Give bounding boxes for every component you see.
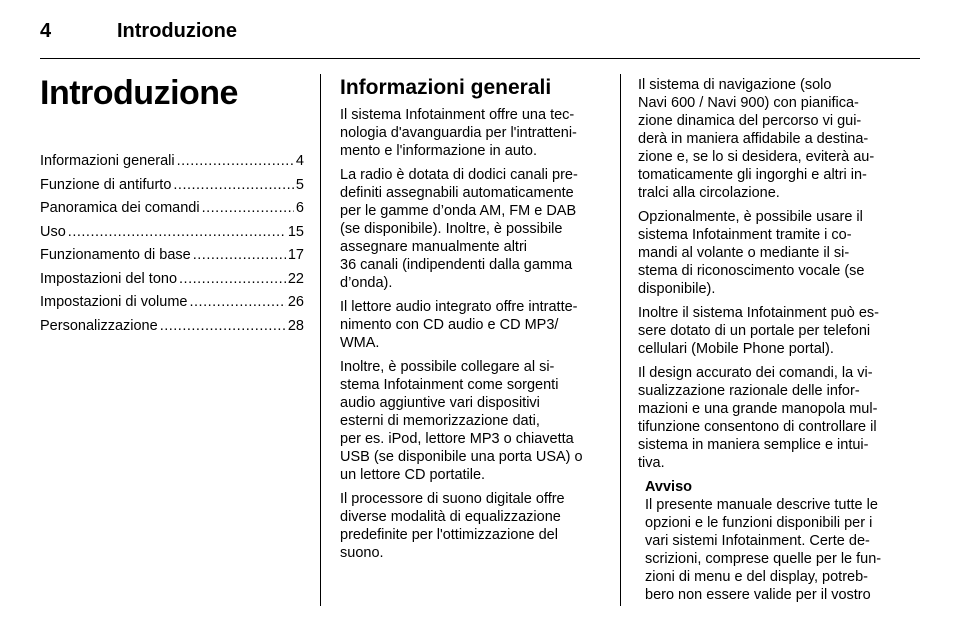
toc-leader-dots — [193, 244, 286, 268]
text-line: sistema Infotainment tramite i co- — [638, 227, 852, 243]
toc-leader-dots — [202, 197, 294, 221]
toc-entry-page: 4 — [295, 153, 304, 169]
toc-entry[interactable] — [40, 174, 304, 198]
text-line: mento e l'informazione in auto. — [340, 143, 538, 159]
text-line: tifunzione consentono di controllare il — [638, 419, 877, 435]
header-rule — [40, 58, 920, 59]
column-divider-1 — [320, 74, 321, 606]
text-line: sere dotato di un portale per telefoni — [638, 323, 871, 339]
text-line: diverse modalità di equalizzazione — [340, 509, 561, 525]
text-line: zione dinamica del percorso vi gui- — [638, 113, 862, 129]
text-line: USB (se disponibile una porta USA) o — [340, 449, 583, 465]
toc-entry-label: Impostazioni del tono — [40, 270, 178, 287]
text-line: Inoltre, è possibile collegare al si- — [340, 359, 555, 375]
toc-entry-page: 15 — [287, 223, 304, 240]
toc-entry-label: Informazioni generali — [40, 153, 175, 169]
text-line: zione e, se lo si desidera, eviterà au- — [638, 149, 875, 165]
text-line: mandi al volante o mediante il si- — [638, 245, 850, 261]
toc-entry[interactable] — [40, 197, 304, 221]
text-line: Inoltre il sistema Infotainment può es- — [638, 305, 879, 321]
text-line: per le gamme d’onda AM, FM e DAB — [340, 203, 577, 219]
text-line: La radio è dotata di dodici canali pre- — [340, 167, 578, 183]
body-paragraph — [340, 490, 610, 562]
text-line: audio aggiuntive vari dispositivi — [340, 395, 540, 411]
toc-entry-page: 26 — [287, 294, 304, 310]
text-line: mazioni e una grande manopola mul- — [638, 401, 878, 417]
text-line: sistema in maniera semplice e intui- — [638, 437, 869, 453]
toc-entry-label: Impostazioni di volume — [40, 294, 188, 310]
text-line: Opzionalmente, è possibile usare il — [638, 209, 863, 225]
toc-entry[interactable] — [40, 268, 304, 292]
note-text-line: Il presente manuale descrive tutte le — [645, 497, 878, 513]
text-line: stema Infotainment come sorgenti — [340, 377, 559, 393]
text-line: suono. — [340, 545, 384, 561]
column-2 — [340, 74, 610, 568]
body-paragraph — [638, 364, 906, 472]
toc-entry[interactable] — [40, 291, 304, 315]
toc-entry[interactable] — [40, 150, 304, 174]
note-text-line: opzioni e le funzioni disponibili per i — [645, 515, 873, 531]
text-line: per es. iPod, lettore MP3 o chiavetta — [340, 431, 574, 447]
body-paragraph — [340, 298, 610, 352]
note-text-line: zioni di menu e del display, potreb- — [645, 569, 868, 585]
table-of-contents — [40, 150, 304, 338]
text-line: nologia d'avanguardia per l'intratteni- — [340, 125, 577, 141]
text-line: Navi 600 / Navi 900) con pianifica- — [638, 95, 859, 111]
toc-leader-dots — [179, 268, 286, 292]
text-line: tomaticamente gli ingorghi e altri in- — [638, 167, 867, 183]
toc-entry-page: 5 — [295, 176, 304, 193]
section-heading: Informazioni generali — [340, 76, 552, 99]
toc-entry-page: 28 — [287, 317, 304, 334]
note-text-line: vari sistemi Infotainment. Certe de- — [645, 533, 870, 549]
body-paragraph — [340, 166, 610, 292]
toc-leader-dots — [177, 150, 294, 174]
text-line: stema di riconoscimento vocale (se — [638, 263, 865, 279]
text-line: cellulari (Mobile Phone portal). — [638, 341, 834, 357]
text-line: WMA. — [340, 335, 380, 351]
toc-entry-label: Funzionamento di base — [40, 247, 191, 263]
column-divider-2 — [620, 74, 621, 606]
body-paragraph — [638, 304, 906, 358]
text-line: assegnare manualmente altri — [340, 239, 527, 255]
text-line: derà in maniera affidabile a destina- — [638, 131, 869, 147]
body-paragraph — [638, 208, 906, 298]
text-line: predefinite per l'ottimizzazione del — [340, 527, 558, 543]
page-number: 4 — [40, 20, 52, 42]
body-paragraph — [638, 76, 906, 202]
toc-leader-dots — [173, 174, 294, 198]
text-line: esterni di memorizzazione dati, — [340, 413, 540, 429]
body-paragraph — [340, 358, 610, 484]
text-line: sualizzazione razionale delle infor- — [638, 383, 860, 399]
note-text-line: bero non essere valide per il vostro — [645, 587, 871, 603]
text-line: tiva. — [638, 455, 665, 471]
text-line: nimento con CD audio e CD MP3/ — [340, 317, 559, 333]
chapter-title: Introduzione — [40, 74, 238, 112]
text-line: Il processore di suono digitale offre — [340, 491, 565, 507]
column-3 — [638, 76, 906, 604]
note-title: Avviso — [645, 479, 693, 495]
running-head: Introduzione — [117, 20, 237, 42]
text-line: Il sistema di navigazione (solo — [638, 77, 832, 93]
text-line: Il sistema Infotainment offre una tec- — [340, 107, 575, 123]
text-line: disponibile). — [638, 281, 716, 297]
toc-entry-page: 22 — [287, 270, 304, 287]
note-text-line: scrizioni, comprese quelle per le fun- — [645, 551, 882, 567]
text-line: (se disponibile). Inoltre, è possibile — [340, 221, 563, 237]
toc-entry-label: Panoramica dei comandi — [40, 200, 200, 216]
body-paragraph — [340, 106, 610, 160]
toc-entry-page: 17 — [287, 247, 304, 263]
toc-entry[interactable] — [40, 315, 304, 339]
text-line: Il design accurato dei comandi, la vi- — [638, 365, 873, 381]
text-line: definiti assegnabili automaticamente — [340, 185, 574, 201]
note-box — [645, 478, 906, 604]
text-line: d’onda). — [340, 275, 393, 291]
toc-entry[interactable] — [40, 221, 304, 245]
toc-entry-label: Uso — [40, 223, 66, 240]
text-line: un lettore CD portatile. — [340, 467, 486, 483]
toc-entry[interactable] — [40, 244, 304, 268]
toc-leader-dots — [190, 291, 286, 315]
text-line: tralci alla circolazione. — [638, 185, 780, 201]
text-line: Il lettore audio integrato offre intratte- — [340, 299, 578, 315]
toc-leader-dots — [160, 315, 286, 339]
toc-entry-label: Personalizzazione — [40, 317, 158, 334]
toc-entry-page: 6 — [295, 200, 304, 216]
toc-leader-dots — [68, 221, 286, 245]
text-line: 36 canali (indipendenti dalla gamma — [340, 257, 573, 273]
toc-entry-label: Funzione di antifurto — [40, 176, 172, 193]
